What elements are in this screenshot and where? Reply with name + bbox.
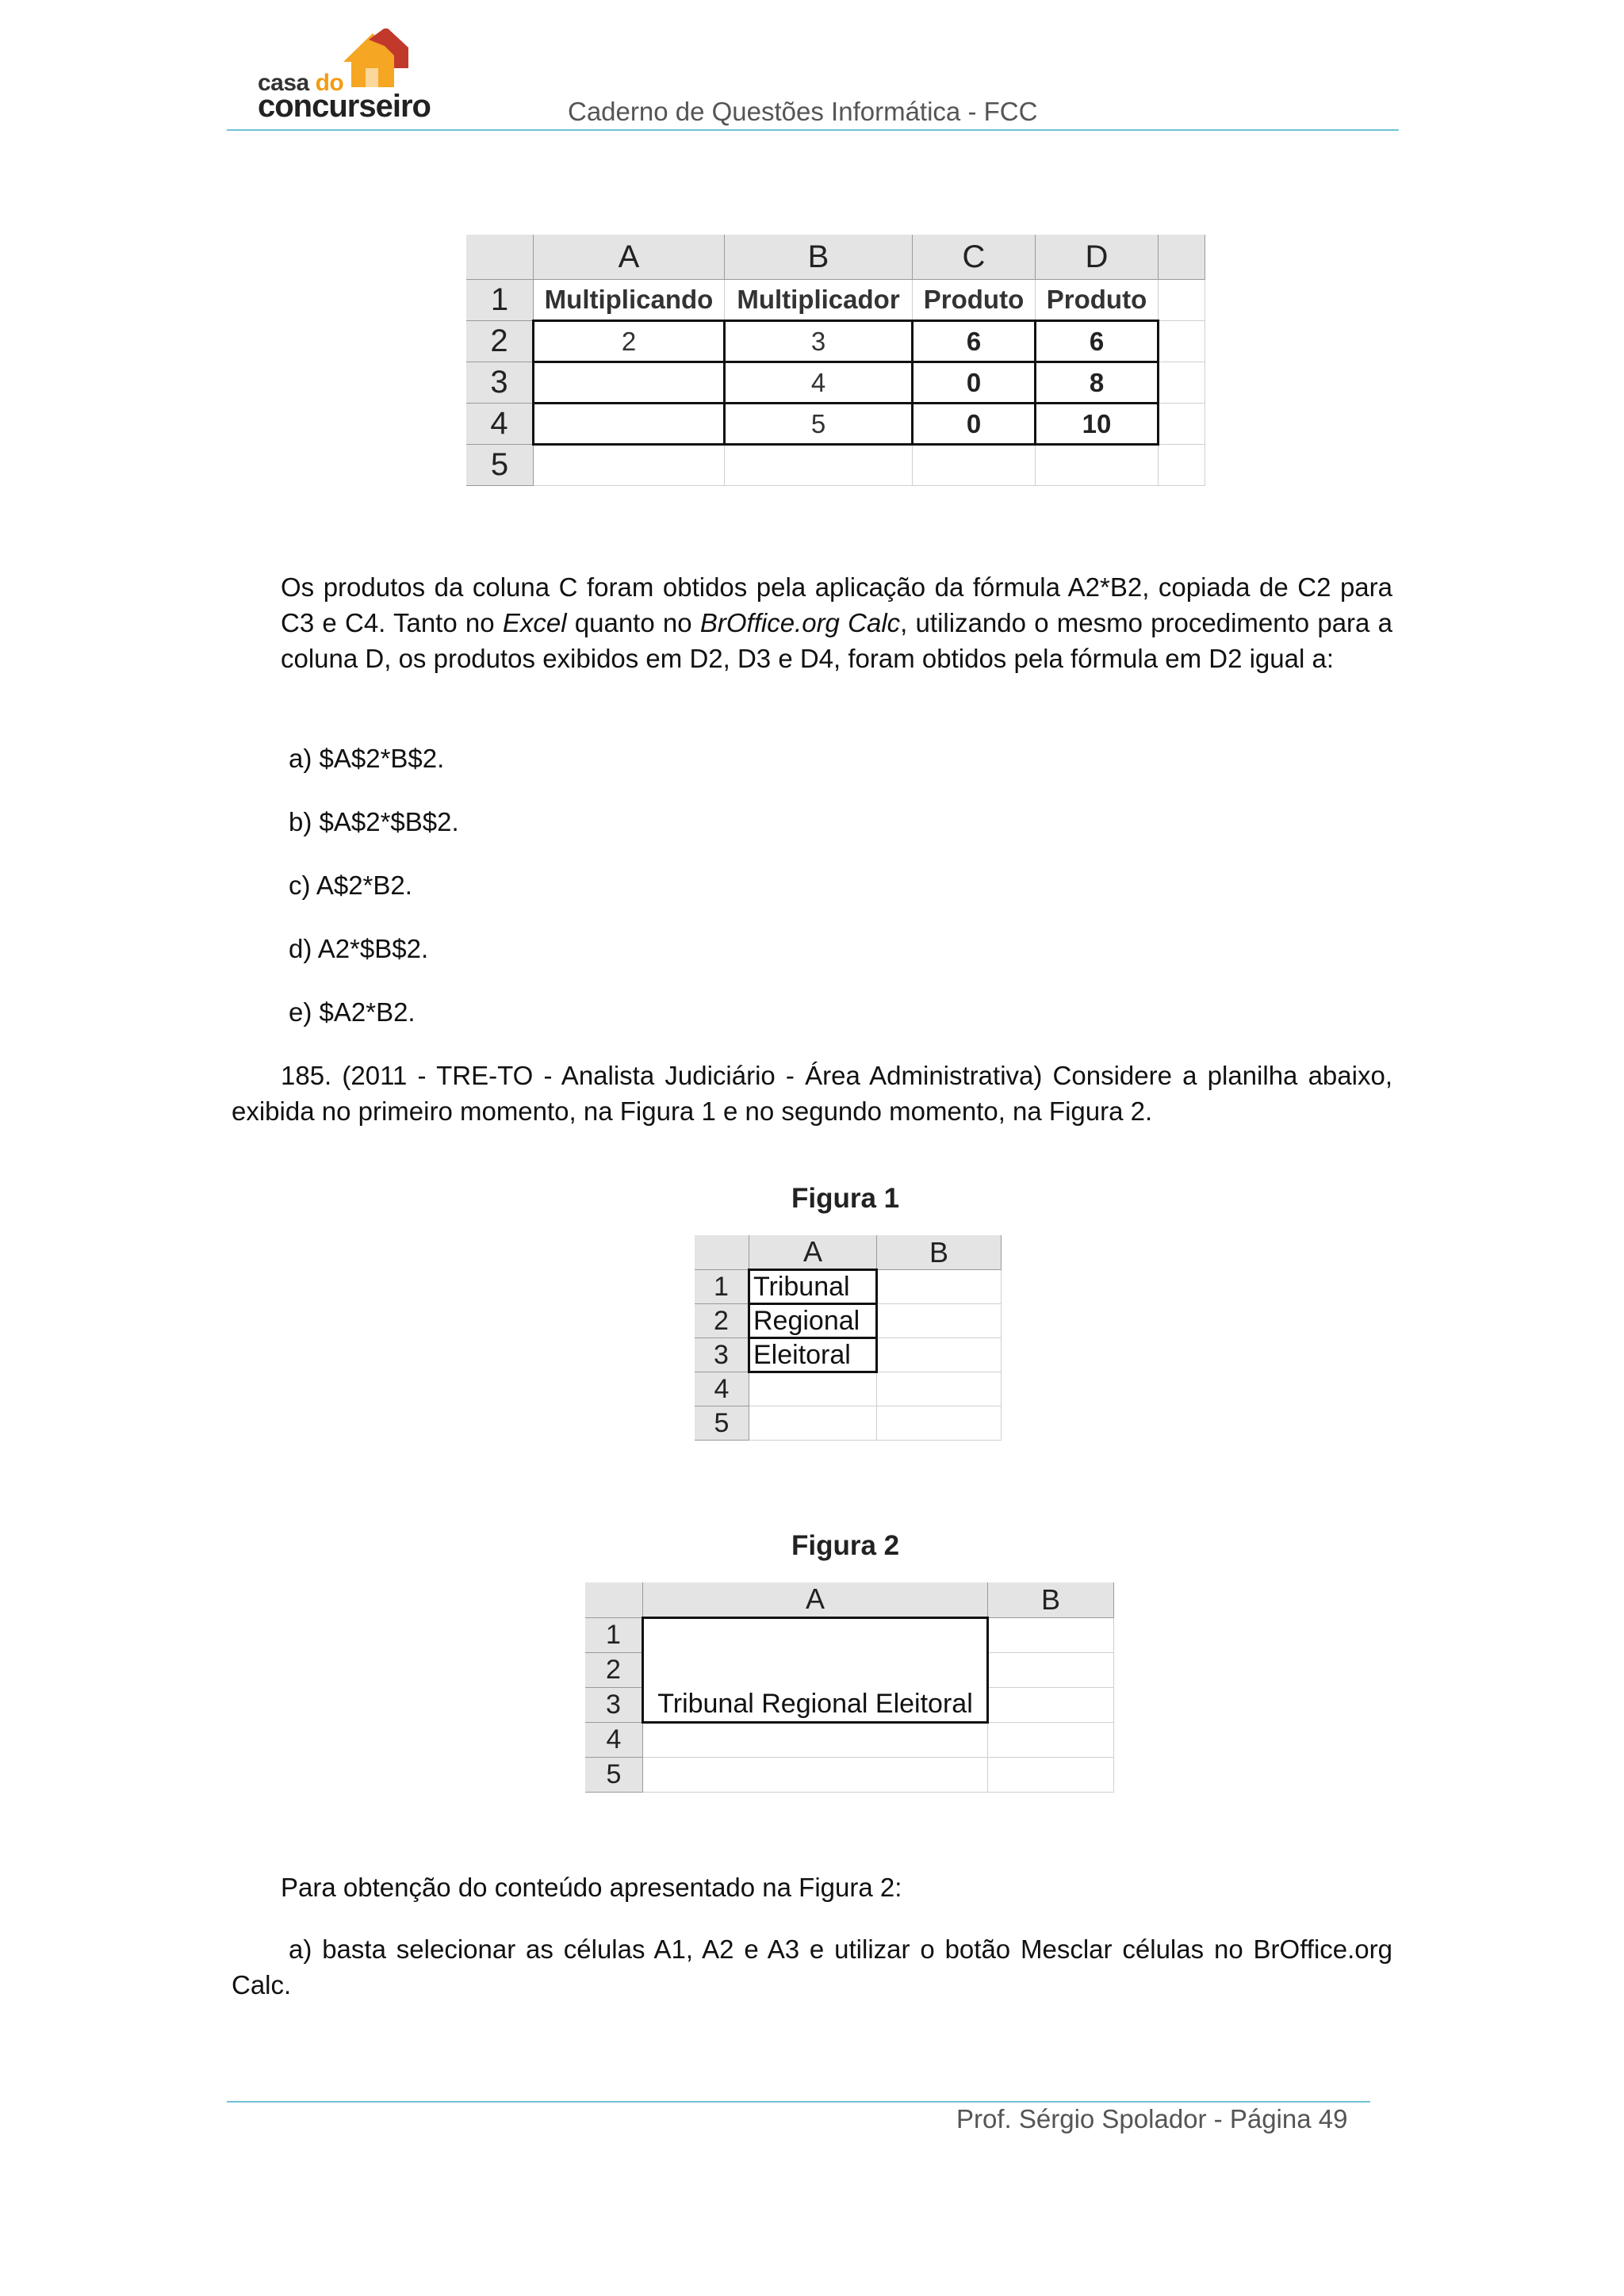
footer-text: Prof. Sérgio Spolador - Página 49	[956, 2104, 1348, 2133]
row-header: 3	[695, 1338, 749, 1372]
row-header: 4	[695, 1372, 749, 1406]
sheet-cell: 6	[913, 321, 1036, 362]
logo-wordmark-top: casa do	[258, 70, 344, 96]
column-header: A	[534, 235, 725, 280]
column-header: D	[1036, 235, 1159, 280]
sheet-cell	[643, 1722, 988, 1757]
sheet-cell: Multiplicador	[725, 280, 913, 321]
row-header: 1	[466, 280, 534, 321]
row-header: 5	[695, 1406, 749, 1441]
corner-cell	[585, 1582, 643, 1617]
sheet-cell: Eleitoral	[749, 1338, 877, 1372]
sheet-cell	[1159, 404, 1205, 445]
column-header: B	[725, 235, 913, 280]
row-header: 5	[585, 1757, 643, 1792]
row-header: 1	[585, 1617, 643, 1652]
sheet-cell	[1159, 321, 1205, 362]
sheet-cell: 0	[913, 362, 1036, 404]
row-header: 4	[585, 1722, 643, 1757]
question-184-text: Os produtos da coluna C foram obtidos pela aplicação da fórmula A2*B2, copiada de C2 para C3 e C4. Tanto no Excel quanto no BrOffice.org Calc, utilizando o mesmo procedimento para a coluna D, os produtos exibidos em D2, D3 e D4, foram obtidos pela fórmula em D2 igual a:	[281, 572, 1392, 673]
sheet-cell	[534, 404, 725, 445]
spreadsheet-products	[466, 235, 1205, 486]
sheet-cell	[749, 1406, 877, 1441]
sheet-cell	[877, 1270, 1002, 1304]
sheet-cell: 6	[1036, 321, 1159, 362]
sheet-cell	[877, 1406, 1002, 1441]
sheet-cell	[988, 1687, 1114, 1722]
header-title: Caderno de Questões Informática - FCC	[568, 97, 1038, 126]
row-header: 2	[585, 1652, 643, 1687]
sheet-cell: 4	[725, 362, 913, 404]
sheet-cell	[725, 445, 913, 486]
sheet-cell	[1159, 445, 1205, 486]
footer-divider	[227, 2101, 1370, 2103]
logo-wordmark-bottom: concurseiro	[258, 89, 431, 124]
logo	[258, 29, 431, 124]
row-header: 3	[585, 1687, 643, 1722]
sheet-cell	[1159, 362, 1205, 404]
column-header: A	[749, 1235, 877, 1270]
sheet-cell: 5	[725, 404, 913, 445]
spreadsheet-figure-2	[585, 1582, 1114, 1793]
sheet-cell	[913, 445, 1036, 486]
option-a: a) $A$2*B$2.	[289, 744, 445, 773]
sheet-cell: 0	[913, 404, 1036, 445]
sheet-cell	[534, 362, 725, 404]
house-logo-icon	[337, 29, 408, 92]
corner-cell	[695, 1235, 749, 1270]
option-c: c) A$2*B2.	[289, 871, 412, 900]
sheet-cell: 2	[534, 321, 725, 362]
figure-1-title: Figura 1	[791, 1183, 900, 1214]
spreadsheet-figure-1	[695, 1235, 1002, 1441]
option-b: b) $A$2*$B$2.	[289, 807, 459, 836]
figure-2-title: Figura 2	[791, 1530, 900, 1561]
sheet-cell	[877, 1338, 1002, 1372]
question-185-text: 185. (2011 - TRE-TO - Analista Judiciário - Área Administrativa) Considere a planilha abaixo, exibida no primeiro momento, na Figura 1 e no segundo momento, na Figura 2.	[232, 1061, 1392, 1126]
sheet-cell	[988, 1722, 1114, 1757]
row-header: 5	[466, 445, 534, 486]
option-e: e) $A2*B2.	[289, 997, 416, 1027]
sheet-cell	[643, 1757, 988, 1792]
sheet-cell: 8	[1036, 362, 1159, 404]
sheet-cell	[1159, 280, 1205, 321]
row-header: 2	[695, 1304, 749, 1338]
sheet-cell: Tribunal	[749, 1270, 877, 1304]
question-185-lead: Para obtenção do conteúdo apresentado na Figura 2:	[281, 1873, 902, 1902]
sheet-cell	[1036, 445, 1159, 486]
column-header: B	[877, 1235, 1002, 1270]
row-header: 4	[466, 404, 534, 445]
sheet-cell: 10	[1036, 404, 1159, 445]
sheet-cell	[988, 1652, 1114, 1687]
column-header	[1159, 235, 1205, 280]
sheet-cell: Produto	[1036, 280, 1159, 321]
sheet-cell	[877, 1304, 1002, 1338]
sheet-cell	[988, 1757, 1114, 1792]
question-185-option-a: a) basta selecionar as células A1, A2 e A3 e utilizar o botão Mesclar células no BrOffice.org Calc.	[232, 1934, 1392, 1999]
sheet-cell	[749, 1372, 877, 1406]
corner-cell	[466, 235, 534, 280]
sheet-cell: 3	[725, 321, 913, 362]
sheet-cell: Multiplicando	[534, 280, 725, 321]
sheet-cell: Regional	[749, 1304, 877, 1338]
sheet-cell	[534, 445, 725, 486]
sheet-cell: Produto	[913, 280, 1036, 321]
row-header: 3	[466, 362, 534, 404]
merged-cell: Tribunal Regional Eleitoral	[643, 1617, 988, 1722]
sheet-cell	[877, 1372, 1002, 1406]
column-header: B	[988, 1582, 1114, 1617]
column-header: C	[913, 235, 1036, 280]
header-divider	[227, 129, 1399, 131]
row-header: 2	[466, 321, 534, 362]
sheet-cell	[988, 1617, 1114, 1652]
column-header: A	[643, 1582, 988, 1617]
row-header: 1	[695, 1270, 749, 1304]
option-d: d) A2*$B$2.	[289, 934, 429, 963]
